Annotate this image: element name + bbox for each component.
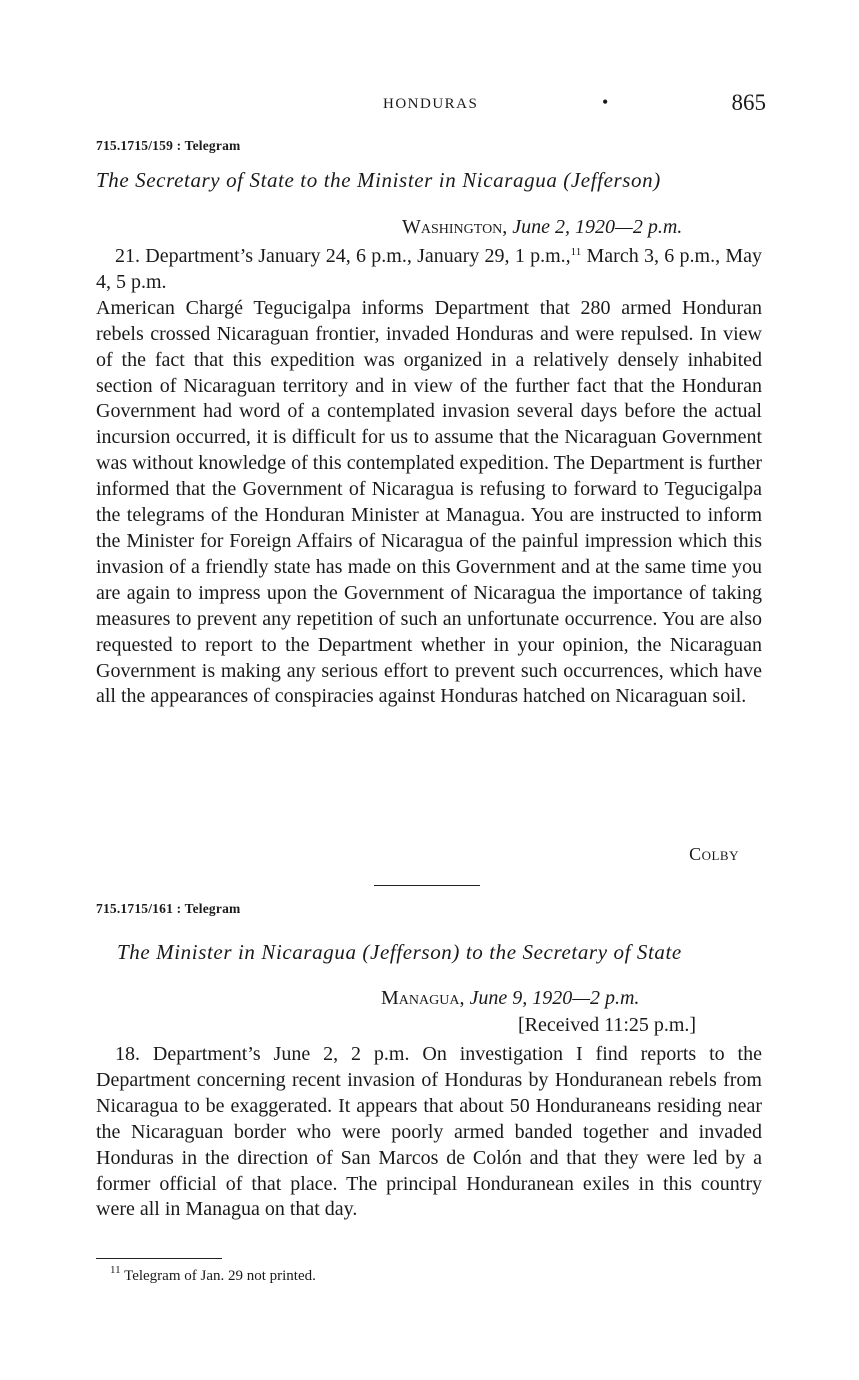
doc2-file-ref: 715.1715/161 : Telegram — [96, 901, 241, 916]
running-title: HONDURAS — [383, 96, 479, 112]
page-header — [96, 92, 766, 122]
section-divider — [374, 885, 480, 886]
doc1-paragraph-2: American Chargé Tegucigalpa informs Department that 280 armed Honduran rebels crossed Nicaraguan frontier, invaded Honduras and were repulsed. In view of the fact that this expedition was organized in a relatively densely inhabited section of Nicaraguan territory and in view of the further fact that the Honduran Government had word of a contemplated invasion several days before the actual incursion occurred, it is difficult for us to assume that the Nicaraguan Government was without knowledge of this contemplated expedition. The Department is further informed that the Government of Nicaragua is refusing to forward to Tegucigalpa the telegrams of the Honduran Minister at Managua. You are instructed to inform the Minister for Foreign Affairs of Nicaragua of the painful impression which this invasion of a friendly state has made on this Government and at the same time you are again to impress upon the Government of Nicaragua the importance of taking measures to prevent any repetition of such an unfortunate occurrence. You are also requested to report to the Department whether in your opinion, the Nicaraguan Government is making any serious effort to prevent such occurrences, which have all the appearances of conspiracies against Honduras hatched on Nicaraguan soil. — [96, 296, 762, 708]
doc1-body — [96, 244, 762, 710]
footnote — [110, 1264, 316, 1285]
doc1-signature: Colby — [689, 844, 739, 864]
doc2-title: The Minister in Nicaragua (Jefferson) to the Secretary of State — [117, 940, 682, 964]
doc2-body — [96, 1042, 762, 1223]
doc1-dateline-date: June 2, 1920—2 p.m. — [512, 216, 683, 238]
doc2-dateline-place: Managua, — [381, 987, 465, 1009]
footnote-ref: 11 — [570, 246, 582, 258]
footnote-divider — [96, 1258, 222, 1259]
footnote-text: Telegram of Jan. 29 not printed. — [120, 1268, 316, 1284]
doc2-received: [Received 11:25 p.m.] — [518, 1014, 697, 1036]
doc1-dateline-place: Washington, — [402, 216, 508, 238]
doc1-dateline — [402, 216, 682, 239]
doc1-title: The Secretary of State to the Minister in Nicaragua (Jefferson) — [96, 168, 661, 192]
page-number: 865 — [731, 90, 766, 115]
footnote-number: 11 — [110, 1264, 121, 1276]
doc1-paragraph-1: 21. Department’s January 24, 6 p.m., January 29, 1 p.m.,$^{11}$ March 3, 6 p.m., May 4, 5 p.m. — [96, 245, 762, 293]
doc1-file-ref: 715.1715/159 : Telegram — [96, 138, 241, 153]
header-dot: • — [602, 92, 609, 112]
doc2-dateline — [381, 987, 639, 1010]
doc2-paragraph-1: 18. Department’s June 2, 2 p.m. On investigation I find reports to the Department concerning recent invasion of Honduras by Honduranean rebels from Nicaragua to be exaggerated. It appears that about 50 Honduraneans residing near the Nicaraguan border who were poorly armed banded together and invaded Honduras in the direction of San Marcos de Colón and that they were led by a former official of that place. The principal Honduranean exiles in this country were all in Managua on that day. — [96, 1043, 762, 1221]
doc2-dateline-date: June 9, 1920—2 p.m. — [469, 987, 640, 1009]
